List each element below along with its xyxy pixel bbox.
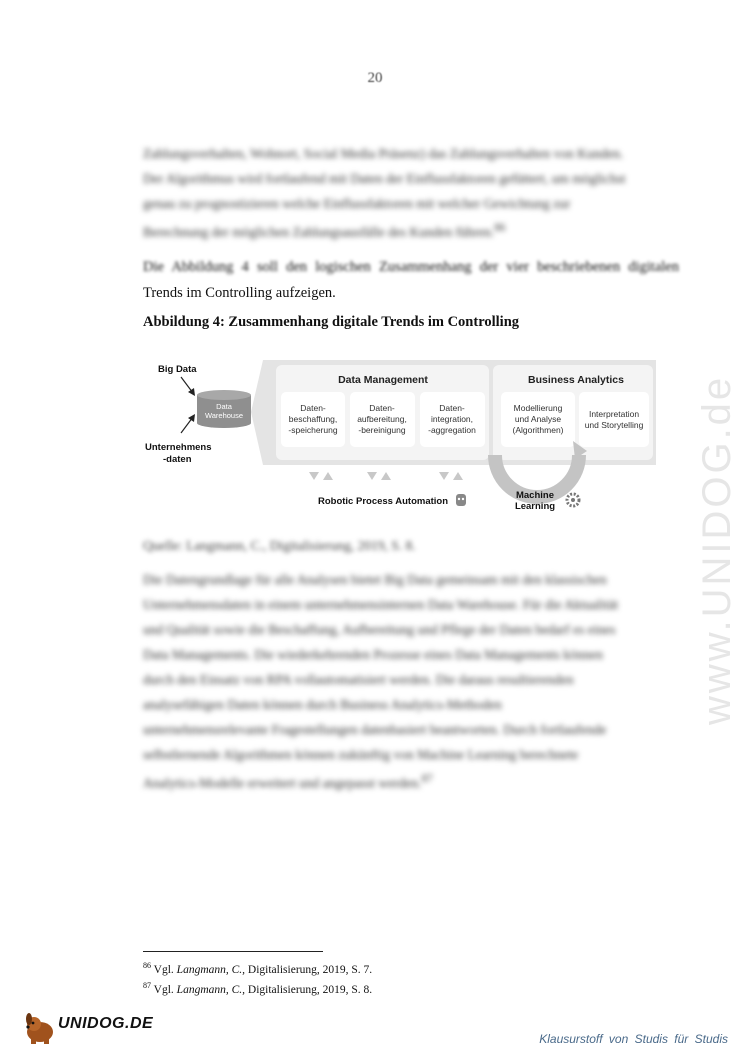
dm-box-text: integration,: [430, 414, 474, 424]
paragraph-3-line: Analytics-Modelle erweitert und angepasst werden.$^{87}$: [143, 773, 433, 791]
rpa-arrow-up: [323, 472, 333, 480]
paragraph-2: [143, 254, 679, 306]
paragraph-3: [143, 567, 679, 796]
paragraph-1-line: Zahlungsverhalten, Wohnort, Social Media Präsenz) das Zahlungsverhalten von Kunden.: [143, 146, 624, 161]
dm-box-text: Daten-: [439, 403, 465, 413]
warehouse-text: Warehouse: [204, 411, 244, 420]
enterprise-data-label: -daten: [163, 454, 192, 465]
paragraph-2-line: Die Abbildung 4 soll den logischen Zusammenhang der vier beschriebenen digitalen: [143, 259, 679, 275]
ba-box-text: Modellierung: [513, 403, 563, 413]
trend-diagram: [143, 355, 683, 525]
paragraph-3-line: unternehmensrelevante Fragestellungen datenbasiert beantworten. Durch fortlaufende: [143, 722, 607, 737]
warehouse-text: Data: [216, 402, 232, 411]
dm-box-text: aufbereitung,: [357, 414, 407, 424]
ba-box-text: (Algorithmen): [512, 425, 564, 435]
paragraph-1: [143, 141, 679, 245]
paragraph-3-line: durch den Einsatz von RPA vollautomatisiert werden. Die daraus resultierenden: [143, 672, 574, 687]
arrow-head: [188, 388, 195, 396]
footnote-divider: [143, 951, 323, 952]
footnotes: [143, 958, 372, 998]
footnote-ref: 87: [421, 773, 433, 785]
warehouse-top: [197, 390, 251, 400]
paragraph-1-line: Der Algorithmus wird fortlaufend mit Daten der Einflussfaktoren gefüttert, um möglichst: [143, 171, 626, 186]
dm-box-text: Daten-: [369, 403, 395, 413]
paragraph-3-line: selbstlernende Algorithmen können zukünftig von Machine Learning berechnete: [143, 747, 579, 762]
rpa-label: Robotic Process Automation: [317, 496, 449, 507]
figure-caption: Abbildung 4: Zusammenhang digitale Trends im Controlling: [143, 314, 520, 330]
paragraph-1-line: genau zu prognostizieren welche Einflussfaktoren mit welcher Gewichtung zur: [143, 196, 571, 211]
footnote: $^{86}$ Vgl. Langmann, C., Digitalisierung, 2019, S. 7.: [143, 961, 373, 976]
data-management-title: Data Management: [338, 374, 428, 386]
ml-label: Learning: [514, 501, 556, 512]
dm-box-text: -bereinigung: [358, 425, 406, 435]
page-number: 20: [367, 70, 383, 86]
ba-box-text: Interpretation: [588, 409, 640, 419]
watermark: [695, 280, 740, 730]
ba-box-text: und Analyse: [514, 414, 562, 424]
rpa-arrow-up: [453, 472, 463, 480]
arrow-head: [188, 414, 195, 422]
ml-label: Machine: [515, 490, 555, 501]
footer-tagline: Klausurstoff von Studis für Studis: [539, 1032, 728, 1046]
ba-box-text: und Storytelling: [584, 420, 644, 430]
footnote-ref: 86: [494, 222, 506, 234]
paragraph-3-line: analysefähigen Daten können durch Business Analytics-Methoden: [143, 697, 502, 712]
rpa-arrow-down: [367, 472, 377, 480]
business-analytics-title: Business Analytics: [528, 374, 624, 386]
paragraph-3-line: und Qualität sowie die Beschaffung, Aufbereitung und Pflege der Daten bedarf es eines: [143, 622, 616, 637]
paragraph-1-line: Berechnung der möglichen Zahlungsausfälle des Kunden führen.$^{86}$: [143, 222, 506, 240]
dm-box-text: -aggregation: [428, 425, 476, 435]
paragraph-3-line: Unternehmensdaten in einem unternehmensinternen Data Warehouse. Für die Aktualität: [143, 597, 619, 612]
logo-text: UNIDOG.DE: [58, 1015, 154, 1032]
dm-box-text: Daten-: [300, 403, 326, 413]
rpa-arrow-down: [309, 472, 319, 480]
watermark-text: www.UNIDOG.de: [695, 374, 739, 725]
gear-icon: [567, 494, 579, 506]
paragraph-3-line: Data Managements. Die wiederkehrenden Prozesse eines Data Managements können: [143, 647, 603, 662]
paragraph-2-line: Trends im Controlling aufzeigen.: [143, 285, 336, 301]
dm-box-text: -speicherung: [288, 425, 338, 435]
rpa-arrow-down: [439, 472, 449, 480]
figure-source: Quelle: Langmann, C., Digitalisierung, 2019, S. 8.: [143, 538, 416, 553]
enterprise-data-label: Unternehmens: [145, 442, 212, 453]
footnote: $^{87}$ Vgl. Langmann, C., Digitalisierung, 2019, S. 8.: [143, 980, 373, 996]
robot-icon: [456, 494, 466, 506]
dm-box-text: beschaffung,: [288, 414, 338, 424]
dog-logo-icon: [26, 1013, 53, 1044]
rpa-arrow-up: [381, 472, 391, 480]
big-data-label: Big Data: [158, 364, 197, 375]
paragraph-3-line: Die Datengrundlage für alle Analysen bietet Big Data gemeinsam mit den klassischen: [143, 572, 607, 587]
